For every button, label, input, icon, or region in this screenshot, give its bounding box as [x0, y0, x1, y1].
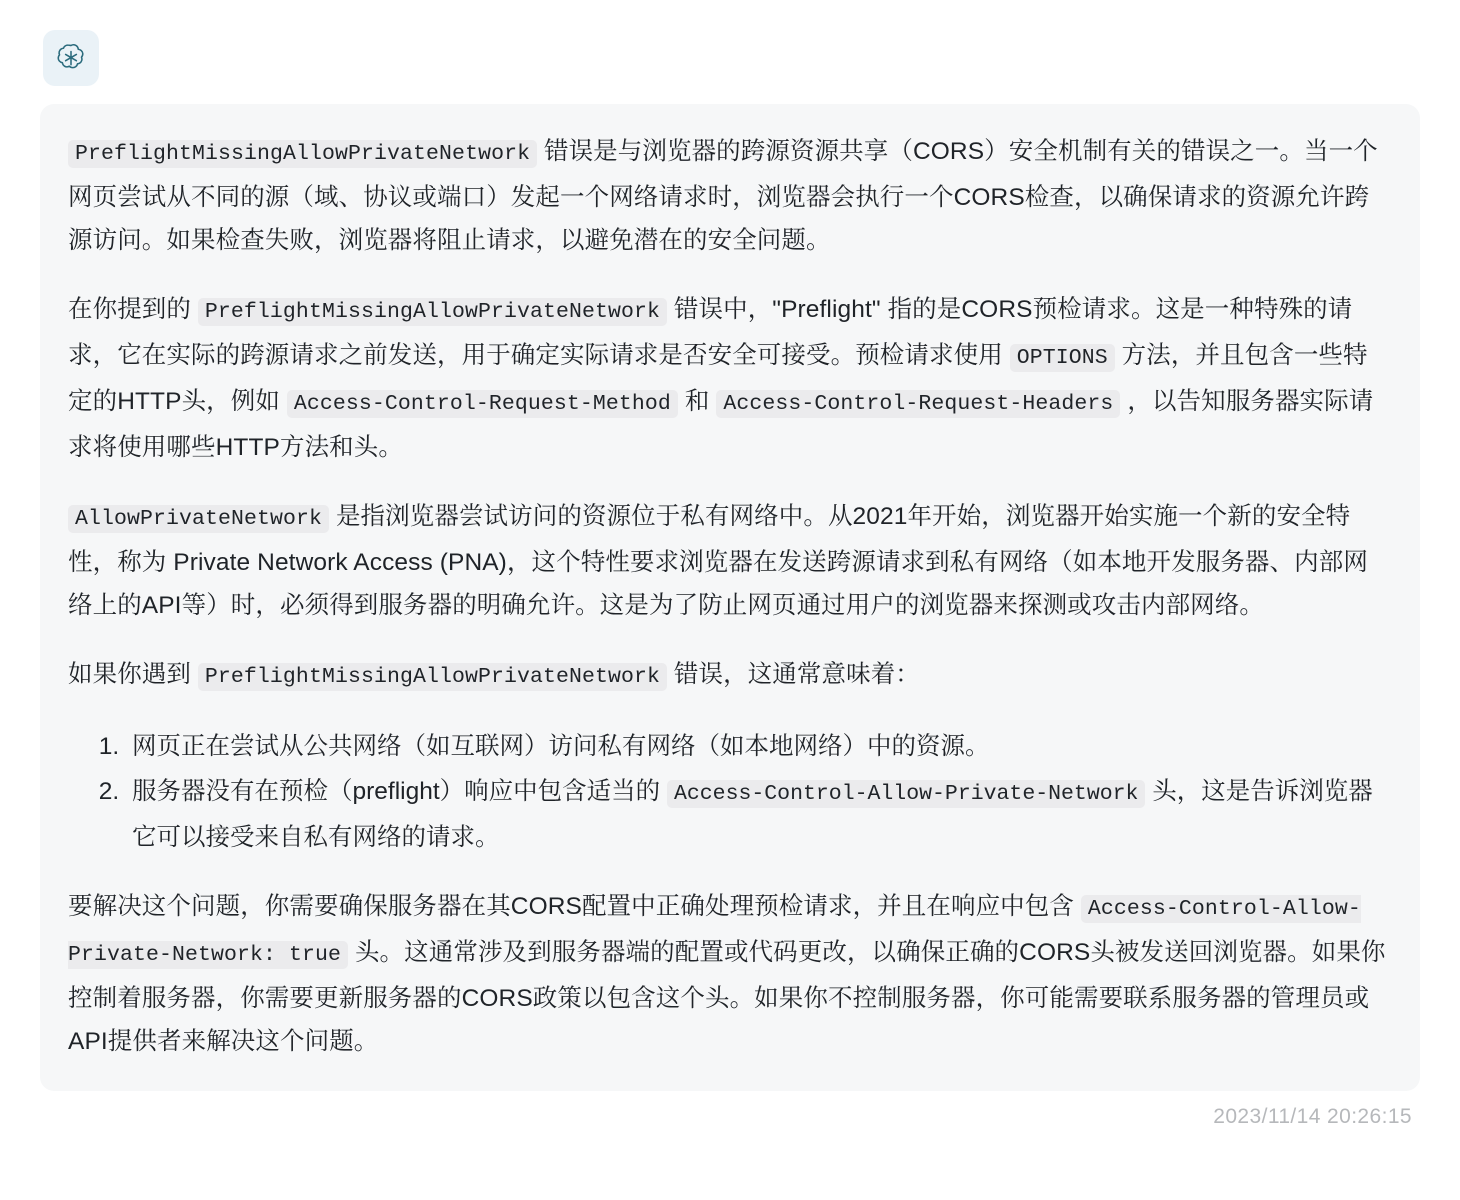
- ordered-list: [68, 725, 1392, 859]
- paragraph-2: [68, 288, 1392, 469]
- paragraph-text: ，以告知服务器实际请求将使用哪些HTTP方法和头。: [68, 388, 1374, 461]
- paragraph-5: [68, 885, 1392, 1063]
- inline-code: PreflightMissingAllowPrivateNetwork: [198, 298, 667, 326]
- paragraph-text: 头。这通常涉及到服务器端的配置或代码更改，以确保正确的CORS头被发送回浏览器。如果你控制着服务器，你需要更新服务器的CORS政策以包含这个头。如果你不控制服务器，你可能需要联系服务器的管理员或API提供者来解决这个问题。: [68, 939, 1386, 1055]
- inline-code: PreflightMissingAllowPrivateNetwork: [68, 140, 537, 168]
- inline-code: AllowPrivateNetwork: [68, 505, 329, 533]
- paragraph-text: 错误是与浏览器的跨源资源共享（CORS）安全机制有关的错误之一。当一个网页尝试从不同的源（域、协议或端口）发起一个网络请求时，浏览器会执行一个CORS检查，以确保请求的资源允许跨源访问。如果检查失败，浏览器将阻止请求，以避免潜在的安全问题。: [68, 138, 1378, 254]
- paragraph-text: 如果你遇到: [68, 661, 198, 688]
- assistant-message: [40, 104, 1420, 1091]
- list-item: [126, 725, 1392, 768]
- avatar: [43, 30, 99, 86]
- list-item-text: 网页正在尝试从公共网络（如互联网）访问私有网络（如本地网络）中的资源。: [132, 733, 990, 760]
- inline-code: Access-Control-Request-Headers: [716, 390, 1120, 418]
- paragraph-text: 方法，并且包含一些特定的HTTP头，例如: [68, 342, 1368, 415]
- inline-code: Access-Control-Allow-Private-Network: true: [68, 897, 1361, 967]
- paragraph-text: 错误，这通常意味着：: [667, 661, 920, 688]
- openai-logo-icon: [54, 41, 88, 75]
- paragraph-text: 错误中，"Preflight" 指的是CORS预检请求。这是一种特殊的请求，它在实际的跨源请求之前发送，用于确定实际请求是否安全可接受。预检请求使用: [68, 296, 1353, 369]
- inline-code: PreflightMissingAllowPrivateNetwork: [198, 663, 667, 691]
- avatar-row: [43, 30, 1420, 86]
- paragraph-text: 在你提到的: [68, 296, 198, 323]
- inline-code: Access-Control-Allow-Private-Network: [667, 780, 1145, 808]
- list-item-text: 服务器没有在预检（preflight）响应中包含适当的: [132, 778, 667, 805]
- list-item-text: 头，这是告诉浏览器它可以接受来自私有网络的请求。: [132, 778, 1373, 851]
- paragraph-text: 要解决这个问题，你需要确保服务器在其CORS配置中正确处理预检请求，并且在响应中包含: [68, 893, 1081, 920]
- paragraph-text: 和: [677, 388, 717, 415]
- paragraph-3: [68, 495, 1392, 627]
- paragraph-4: [68, 653, 1392, 699]
- paragraph-text: 是指浏览器尝试访问的资源位于私有网络中。从2021年开始，浏览器开始实施一个新的安全特性，称为 Private Network Access (PNA)，这个特性要求浏览器在发送跨源请求到私有网络（如本地开发服务器、内部网络上的API等）时，必须得到服务器的明确允许。这是为了防止网页通过用户的浏览器来探测或攻击内部网络。: [68, 503, 1368, 619]
- inline-code: Access-Control-Request-Method: [287, 390, 678, 418]
- list-item: [126, 770, 1392, 859]
- message-timestamp: 2023/11/14 20:26:15: [1213, 1105, 1412, 1128]
- paragraph-1: [68, 130, 1392, 262]
- inline-code: OPTIONS: [1010, 344, 1115, 372]
